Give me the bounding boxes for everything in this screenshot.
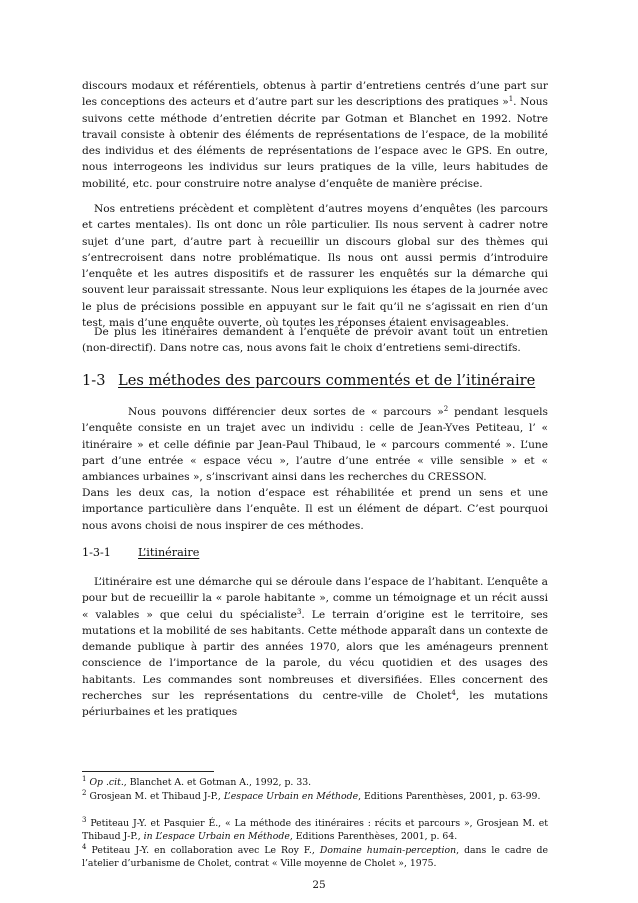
footnote-number: 2 (82, 789, 87, 797)
footnote-1 (82, 776, 548, 789)
footnote-ref: 3 (296, 607, 302, 616)
footnote-number: 4 (82, 843, 87, 851)
footnote-text: Petiteau J-Y. et Pasquier É., « La méthode des itinéraires : récits et parcours », Grosjean M. et Thibaud J-P., (82, 818, 548, 843)
paragraph-text: Dans les deux cas, la notion d’espace est réhabilitée et prend un sens et une importance particulière dans l’enquête. Il est un élément de départ. C’est pourquoi nous avons choisi de nous inspirer de ces méthodes. (82, 487, 548, 532)
paragraph-itineraries (82, 324, 548, 357)
paragraph-two-kinds (82, 404, 548, 485)
footnote-text: , Editions Parenthèses, 2001, p. 63-99. (358, 791, 541, 802)
paragraph-text: discours modaux et référentiels, obtenus à partir d’entretiens centrés d’une part sur les conceptions des acteurs et d’autre part sur les descriptions des pratiques » (82, 80, 548, 109)
footnote-number: 3 (82, 816, 87, 824)
section-heading-1-3 (82, 372, 548, 390)
footnote-ref: 2 (443, 405, 449, 413)
paragraph-itinerary-method (82, 574, 548, 721)
footnote-ref: 1 (508, 95, 514, 104)
paragraph-text: Nous pouvons différencier deux sortes de « parcours » (128, 406, 444, 418)
paragraph-text: Nos entretiens précèdent et complètent d’autres moyens d’enquêtes (les parcours et cartes mentales). Ils ont donc un rôle particulier. Ils nous servent à cadrer notre sujet d’une part, d’autre part à recueillir un discours global sur des thèmes qui s’entrecroisent dans notre problématique. Ils nous ont aussi permis d’introduire l’enquête et les autres dispositifs et de rassurer les enquêtés sur la démarche qui souvent leur paraissait stressante. Nous leur expliquions les étapes de la journée avec le plus de précisions possible en appuyant sur le fait qu’il ne s’agissait en rien d’un test, mais d’une enquête ouverte, où toutes les réponses étaient envisageables. (82, 203, 548, 330)
page-number: 25 (312, 879, 326, 891)
paragraph-space-notion (82, 485, 548, 534)
footnote-separator (82, 771, 214, 772)
footnote-text: Petiteau J-Y. en collaboration avec Le Roy F., (91, 845, 320, 856)
footnote-text: , Editions Parenthèses, 2001, p. 64. (289, 831, 458, 843)
subsection-heading-1-3-1 (82, 545, 199, 561)
footnote-4 (82, 844, 548, 870)
paragraph-text: , les mutations périurbaines et les pratiques (82, 690, 548, 719)
paragraph-text: . Le terrain d’origine est le territoire, ses mutations et la mobilité de ses habitants. Cette méthode apparaît dans un contexte de demande publique à partir des années 1970, alors que les aménageurs prennent conscience de l’importance de la parole, du vécu quotidien et des usages des habitants. Les commandes sont nombreuses et diversifiées. Elles concernent des recherches sur les représentations du centre-ville de Cholet (82, 608, 548, 703)
section-number: 1-3 (82, 372, 106, 389)
paragraph-interviews-role (82, 201, 548, 331)
paragraph-text: De plus les itinéraires demandent à l’enquête de prévoir avant tout un entretien (non-directif). Dans notre cas, nous avons fait le choix d’entretiens semi-directifs. (82, 326, 548, 355)
footnote-text: , dans le cadre de l’atelier d’urbanisme de Cholet, contrat « Ville moyenne de Cholet », 1975. (82, 845, 548, 870)
footnote-text: Grosjean M. et Thibaud J-P., (89, 791, 224, 802)
footnote-text: , Blanchet A. et Gotman A., 1992, p. 33. (123, 777, 312, 788)
footnote-2 (82, 790, 548, 803)
footnote-italic: L’espace Urbain en Méthode (223, 791, 359, 802)
subsection-number: 1-3-1 (82, 546, 111, 559)
footnote-number: 1 (82, 775, 87, 783)
section-title: Les méthodes des parcours commentés et de l’itinéraire (118, 372, 536, 389)
paragraph-interview-method (82, 78, 548, 192)
paragraph-text: pendant lesquels l’enquête consiste en un trajet avec un individu : celle de Jean-Yves Petiteau, l’ « itinéraire » et celle définie par Jean-Paul Thibaud, le « parcours commenté ». L’une part d’une entrée « espace vécu », l’autre d’une entrée « ville sensible » et « ambiances urbaines », s’inscrivant ainsi dans les recherches du CRESSON. (82, 406, 548, 484)
paragraph-text: L’itinéraire est une démarche qui se déroule dans l’espace de l’habitant. L’enquête a pour but de recueillir la « parole habitante », comme un témoignage et un récit aussi « valables » que celui du spécialiste (82, 576, 548, 621)
footnote-ref: 4 (451, 689, 456, 698)
paragraph-text: . Nous suivons cette méthode d’entretien décrite par Gotman et Blanchet en 1992. Notre travail consiste à obtenir des éléments de représentations de l’espace, de la mobilité des individus et des éléments de représentations de l’espace avec le GPS. En outre, nous interrogeons les individus sur leurs pratiques de la ville, leurs habitudes de mobilité, etc. pour construire notre analyse d’enquête de manière précise. (82, 96, 548, 190)
subsection-title: L’itinéraire (138, 546, 200, 559)
footnote-3 (82, 817, 548, 843)
footnote-italic: Domaine humain-perception (319, 845, 457, 856)
footnote-italic: Op .cit. (89, 777, 124, 788)
footnote-italic: in L’espace Urbain en Méthode (143, 831, 290, 843)
